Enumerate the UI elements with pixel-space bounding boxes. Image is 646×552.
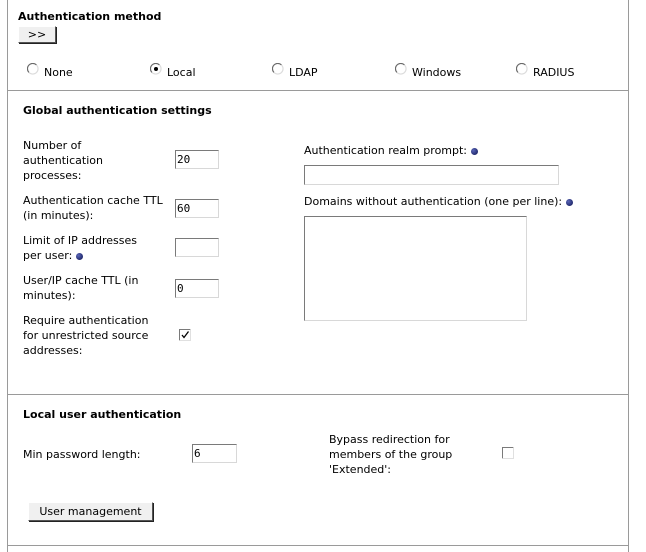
require-auth-checkbox[interactable] (179, 329, 191, 341)
left-border (7, 0, 8, 552)
radio-windows[interactable] (395, 63, 407, 75)
radio-label-radius: RADIUS (533, 66, 575, 79)
cache-ttl-label: Authentication cache TTL (in minutes): (23, 194, 163, 222)
radio-local[interactable] (150, 63, 162, 75)
ip-limit-label-text: Limit of IP addresses per user: (23, 234, 137, 262)
ip-limit-label (23, 233, 151, 263)
ip-limit-input[interactable] (175, 238, 219, 257)
help-icon[interactable] (76, 253, 83, 260)
domains-textarea[interactable] (304, 216, 527, 321)
radio-button-icon (150, 63, 162, 75)
radio-button-icon (395, 63, 407, 75)
checkbox-frame-icon (179, 329, 191, 341)
divider (8, 90, 628, 91)
radio-label-ldap: LDAP (289, 66, 318, 79)
radio-label-none: None (44, 66, 73, 79)
radio-button-icon (516, 63, 528, 75)
user-ip-ttl-label: User/IP cache TTL (in minutes): (23, 274, 139, 302)
cache-ttl-input[interactable]: 60 (175, 199, 219, 218)
user-management-button[interactable]: User management (28, 502, 153, 521)
domains-label-text: Domains without authentication (one per line): (304, 195, 563, 208)
bypass-label: Bypass redirection for members of the group 'Extended': (329, 433, 453, 476)
require-auth-label: Require authentication for unrestricted source addresses: (23, 314, 149, 357)
help-icon[interactable] (566, 199, 573, 206)
num-processes-label: Number of authentication processes: (23, 139, 103, 182)
num-processes-input[interactable]: 20 (175, 150, 219, 169)
expand-button[interactable]: >> (18, 26, 56, 43)
radio-none[interactable] (27, 63, 39, 75)
radio-label-windows: Windows (412, 66, 462, 79)
divider (8, 545, 628, 546)
radio-label-local: Local (167, 66, 196, 79)
realm-prompt-label (304, 143, 478, 158)
help-icon[interactable] (471, 148, 478, 155)
radio-button-icon (27, 63, 39, 75)
radio-button-icon (272, 63, 284, 75)
global-settings-title: Global authentication settings (23, 104, 212, 117)
divider (8, 394, 628, 395)
realm-prompt-label-text: Authentication realm prompt: (304, 144, 468, 157)
checkmark-icon (182, 332, 189, 338)
user-ip-ttl-input[interactable]: 0 (175, 279, 219, 298)
checkbox-frame-icon (502, 447, 514, 459)
domains-label (304, 194, 573, 209)
realm-prompt-input[interactable] (304, 165, 559, 185)
min-password-input[interactable]: 6 (192, 444, 237, 463)
min-password-label: Min password length: (23, 448, 141, 461)
auth-method-title: Authentication method (18, 10, 162, 23)
right-border (628, 0, 629, 552)
radio-ldap[interactable] (272, 63, 284, 75)
local-auth-title: Local user authentication (23, 408, 182, 421)
radio-radius[interactable] (516, 63, 528, 75)
bypass-checkbox[interactable] (502, 447, 514, 459)
